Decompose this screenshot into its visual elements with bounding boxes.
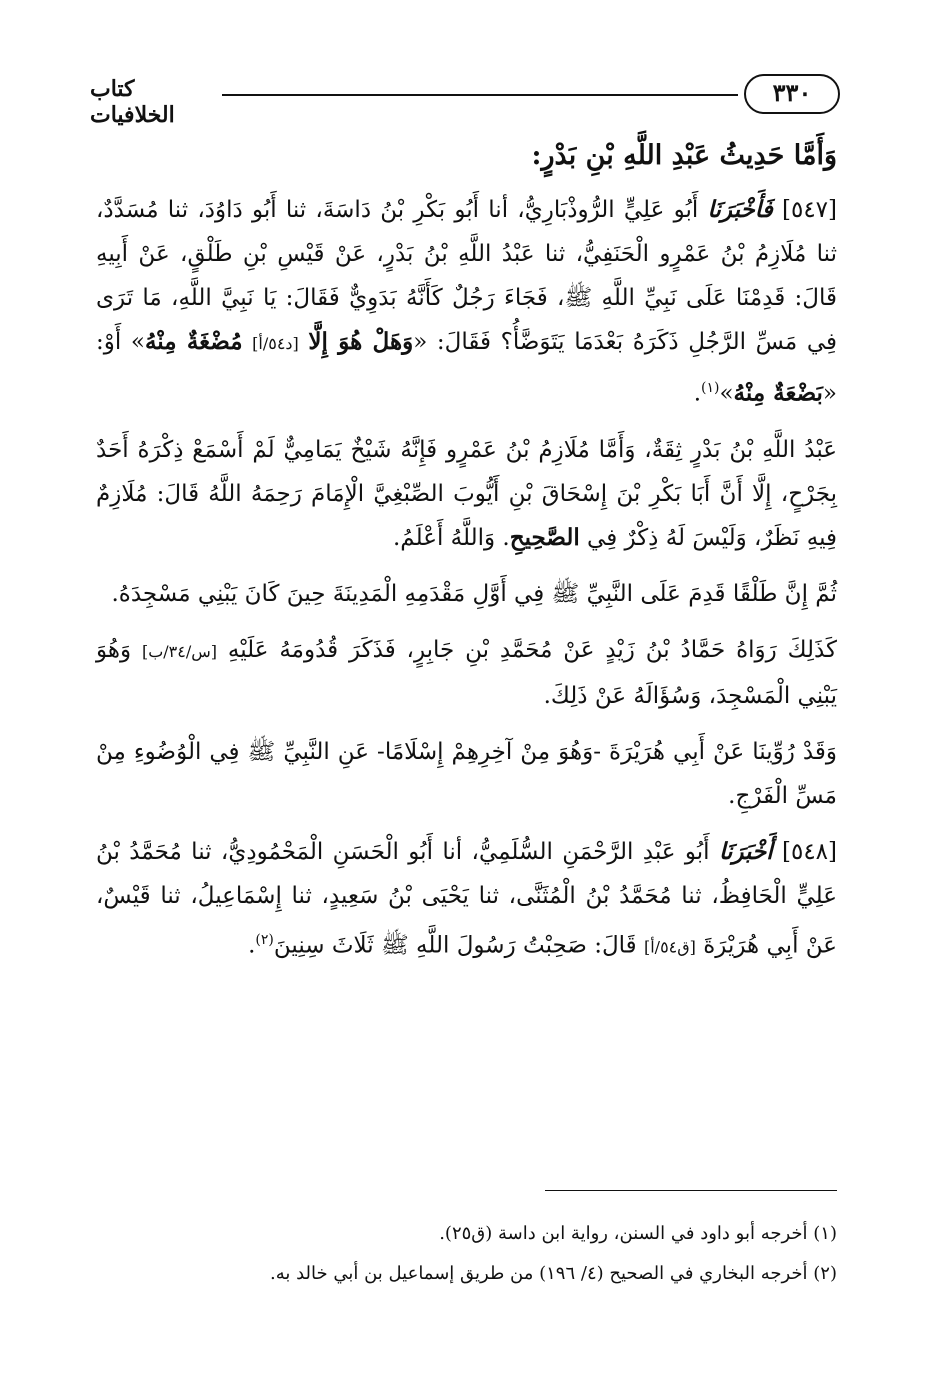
- section-heading: وَأَمَّا حَدِيثُ عَبْدِ اللَّهِ بْنِ بَدْرٍ:: [531, 140, 837, 171]
- commentary-paragraph: [96, 628, 837, 718]
- commentary-paragraph: وَقَدْ رُوِّينَا عَنْ أَبِي هُرَيْرَةَ -وَهُوَ مِنْ آخِرِهِمْ إِسْلَامًا- عَنِ النَّبِيِّ ﷺ فِي الْوُضُوءِ مِنْ مَسِّ الْفَرْجِ.: [96, 738, 837, 809]
- hadith-text: »: [719, 380, 734, 407]
- footnote-marker: (٢): [255, 931, 274, 948]
- commentary-text: وَهُوَ يَبْنِي الْمَسْجِدَ، وَسُؤَالَهُ عَنْ ذَلِكَ.: [96, 636, 837, 709]
- main-text: [96, 132, 837, 981]
- hadith-lead-word: فَأَخْبَرَنَا: [707, 196, 773, 223]
- manuscript-ref: [س/٣٤/ب]: [141, 641, 218, 661]
- hadith-text: قَالَ: صَحِبْتُ رَسُولَ اللَّهِ ﷺ ثَلَاثَ سِنِينَ: [273, 932, 637, 959]
- hadith-text: .: [693, 380, 701, 407]
- footnote-text: أخرجه أبو داود في السنن، رواية ابن داسة (ق٢٥).: [439, 1223, 808, 1244]
- manuscript-ref: [د٥٤/أ]: [252, 334, 299, 353]
- hadith-number: [٥٤٧]: [781, 197, 838, 223]
- prophetic-words: بَضْعَةٌ مِنْهُ: [733, 379, 823, 407]
- prophetic-words: وَهَلْ هُوَ إِلَّا: [308, 328, 414, 355]
- hadith-lead-word: أَخْبَرَنَا: [718, 837, 773, 865]
- footnote-text: أخرجه البخاري في الصحيح (٤/ ١٩٦) من طريق إسماعيل بن أبي خالد به.: [269, 1263, 808, 1284]
- footnotes: [100, 1214, 837, 1294]
- commentary-paragraph: ثُمَّ إِنَّ طَلْقًا قَدِمَ عَلَى النَّبِيِّ ﷺ فِي أَوَّلِ مَقْدَمِهِ الْمَدِينَةَ حِينَ كَانَ يَبْنِي مَسْجِدَهُ.: [111, 580, 837, 607]
- hadith-text: أَبُو عَبْدِ الرَّحْمَنِ السُّلَمِيُّ، أنا أَبُو الْحَسَنِ الْمَحْمُودِيُّ، ثنا مُحَمَّدُ بْنُ عَلِيٍّ الْحَافِظُ، ثنا مُحَمَّدُ بْنُ الْمُثَنَّى، ثنا يَحْيَى بْنُ سَعِيدٍ، ثنا إِسْمَاعِيلُ، ثنا قَيْسٌ، عَنْ أَبِي هُرَيْرَةَ: [96, 838, 837, 959]
- hadith-text: » أَوْ: «: [96, 329, 837, 407]
- footnote-separator: [545, 1190, 837, 1191]
- commentary-text: . وَاللَّهُ أَعْلَمُ.: [393, 524, 510, 551]
- commentary-text: كَذَلِكَ رَوَاهُ حَمَّادُ بْنُ زَيْدٍ عَنْ مُحَمَّدِ بْنِ جَابِرٍ، فَذَكَرَ قُدُومَهُ عَلَيْهِ: [227, 636, 837, 663]
- book-title: كتاب الخلافيات: [90, 76, 175, 128]
- commentary-text: عَبْدُ اللَّهِ بْنُ بَدْرٍ ثِقَةٌ، وَأَمَّا مُلَازِمُ بْنُ عَمْرٍو فَإِنَّهُ شَيْخٌ يَمَامِيٌّ لَمْ أَسْمَعْ ذِكْرَهُ أَحَدٌ بِجَرْحٍ، إِلَّا أَنَّ أَبَا بَكْرِ بْنَ إِسْحَاقَ بْنِ أَيُّوبَ الصِّبْغِيَّ الْإِمَامَ رَحِمَهُ اللَّهُ قَالَ: مُلَازِمٌ فِيهِ نَظَرٌ، وَلَيْسَ لَهُ ذِكْرٌ فِي: [96, 436, 837, 551]
- hadith-text: أَبُو عَلِيٍّ الرُّوذْبَارِيُّ، أنا أَبُو بَكْرِ بْنُ دَاسَةَ، ثنا أَبُو دَاوُدَ، ثنا مُسَدَّدٌ، ثنا مُلَازِمُ بْنُ عَمْرٍو الْحَنَفِيُّ، ثنا عَبْدُ اللَّهِ بْنُ بَدْرٍ، عَنْ قَيْسِ بْنِ طَلْقٍ، عَنْ أَبِيهِ قَالَ: قَدِمْنَا عَلَى نَبِيِّ اللَّهِ ﷺ، فَجَاءَ رَجُلٌ كَأَنَّهُ بَدَوِيٌّ فَقَالَ: يَا نَبِيَّ اللَّهِ، مَا تَرَى فِي مَسِّ الرَّجُلِ ذَكَرَهُ بَعْدَمَا يَتَوَضَّأُ؟ فَقَالَ: «: [96, 197, 838, 355]
- page-number: ٣٣٠: [744, 74, 840, 114]
- hadith-text: .: [248, 932, 256, 959]
- footnote-marker: (١): [701, 380, 720, 396]
- footnote: [100, 1214, 837, 1254]
- commentary-paragraph: [96, 428, 837, 560]
- page-header: [90, 74, 840, 128]
- prophetic-words: مُضْغَةٌ مِنْهُ: [144, 328, 243, 355]
- hadith-547: [96, 188, 837, 416]
- hadith-548: [96, 830, 837, 970]
- book-name: الصَّحِيحِ: [509, 523, 580, 551]
- manuscript-ref: [ق٥٤/أ]: [643, 937, 696, 957]
- footnote-number: (٢): [813, 1263, 837, 1284]
- header-rule: [222, 94, 738, 96]
- footnote-number: (١): [813, 1223, 837, 1244]
- hadith-number: [٥٤٨]: [781, 838, 838, 865]
- footnote: [100, 1254, 837, 1294]
